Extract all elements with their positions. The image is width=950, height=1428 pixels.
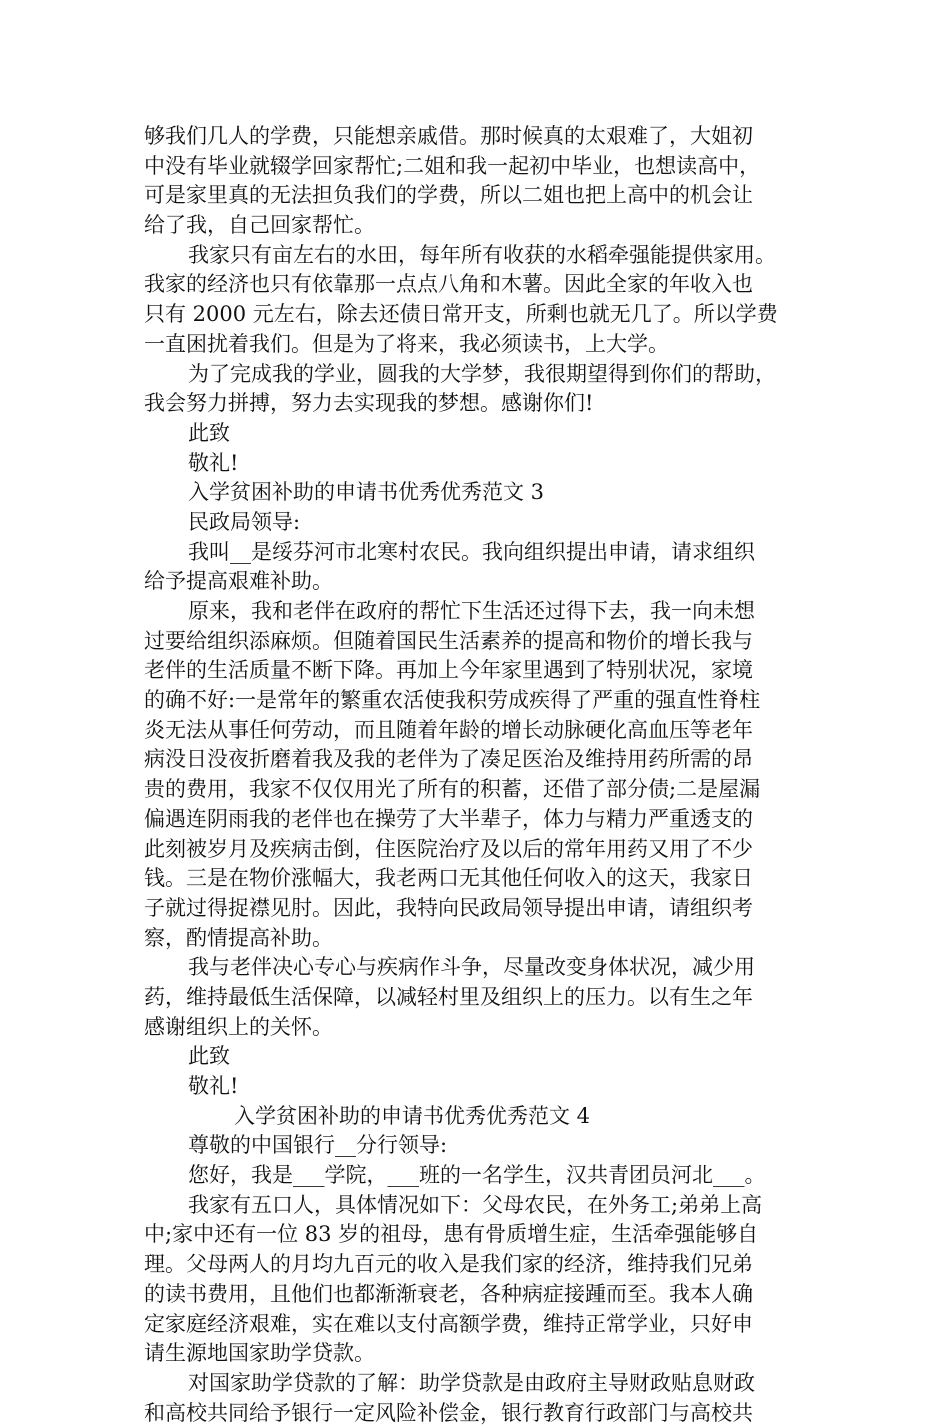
document-body <box>144 122 814 1428</box>
text-line: 够我们几人的学费，只能想亲戚借。那时候真的太艰难了，大姐初 <box>144 124 753 148</box>
text-line: 的读书费用，且他们也都渐渐衰老，各种病症接踵而至。我本人确 <box>144 1281 753 1306</box>
text-line: 对国家助学贷款的了解：助学贷款是由政府主导财政贴息财政 <box>188 1370 755 1395</box>
text-line: 贵的费用，我家不仅仅用光了所有的积蓄，还借了部分债;二是屋漏 <box>144 777 761 802</box>
text-line: 民政局领导: <box>188 509 301 534</box>
text-line: 病没日没夜折磨着我及我的老伴为了凑足医治及维持用药所需的昂 <box>144 747 753 772</box>
text-line: 入学贫困补助的申请书优秀优秀范文 3 <box>188 480 545 505</box>
text-line: 我家只有亩左右的水田，每年所有收获的水稻牵强能提供家用。 <box>188 242 776 267</box>
text-line: 给了我，自己回家帮忙。 <box>144 213 375 238</box>
text-line: 敬礼! <box>188 1074 239 1098</box>
text-line: 察，酌情提高补助。 <box>144 925 333 950</box>
text-line: 中没有毕业就辍学回家帮忙;二姐和我一起初中毕业，也想读高中， <box>144 153 761 178</box>
text-line: 我会努力拼搏，努力去实现我的梦想。感谢你们! <box>144 391 594 416</box>
text-line: 和高校共同给予银行一定风险补偿金，银行教育行政部门与高校共 <box>144 1400 753 1425</box>
text-line: 可是家里真的无法担负我们的学费，所以二姐也把上高中的机会让 <box>144 183 753 208</box>
text-line: 老伴的生活质量不断下降。再加上今年家里遇到了特别状况，家境 <box>144 658 753 683</box>
text-line: 偏遇连阴雨我的老伴也在操劳了大半辈子，体力与精力严重透支的 <box>144 806 753 831</box>
text-line: 炎无法从事任何劳动，而且随着年龄的增长动脉硬化高血压等老年 <box>144 717 753 742</box>
text-line: 理。父母两人的月均九百元的收入是我们家的经济，维持我们兄弟 <box>144 1252 753 1277</box>
text-line: 钱。三是在物价涨幅大，我老两口无其他任何收入的这天，我家日 <box>144 866 753 891</box>
text-line: 您好，我是___学院，___班的一名学生，汉共青团员河北___。 <box>188 1163 766 1188</box>
text-line: 一直困扰着我们。但是为了将来，我必须读书，上大学。 <box>144 331 669 356</box>
text-line: 中;家中还有一位 83 岁的祖母，患有骨质增生症，生活牵强能够自 <box>144 1222 759 1247</box>
text-line: 我叫__是绥芬河市北寒村农民。我向组织提出申请，请求组织 <box>188 539 755 564</box>
text-line: 尊敬的中国银行__分行领导: <box>188 1133 448 1158</box>
text-line: 原来，我和老伴在政府的帮忙下生活还过得下去，我一向未想 <box>188 599 755 623</box>
text-line: 我家的经济也只有依靠那一点点八角和木薯。因此全家的年收入也 <box>144 272 753 297</box>
text-line: 此刻被岁月及疾病击倒，住医院治疗及以后的常年用药又用了不少 <box>144 836 753 861</box>
text-line: 敬礼! <box>188 450 239 475</box>
text-line: 我与老伴决心专心与疾病作斗争，尽量改变身体状况，减少用 <box>188 955 755 980</box>
text-line: 定家庭经济艰难，实在难以支付高额学费，维持正常学业，只好申 <box>144 1311 753 1336</box>
text-line: 给予提高艰难补助。 <box>144 569 333 594</box>
text-line: 的确不好:一是常年的繁重农活使我积劳成疾得了严重的强直性脊柱 <box>144 688 761 713</box>
text-line: 入学贫困补助的申请书优秀优秀范文 4 <box>234 1103 591 1128</box>
text-line: 子就过得捉襟见肘。因此，我特向民政局领导提出申请，请组织考 <box>144 895 753 920</box>
text-line: 过要给组织添麻烦。但随着国民生活素养的提高和物价的增长我与 <box>144 628 753 653</box>
text-line: 为了完成我的学业，圆我的大学梦，我很期望得到你们的帮助， <box>188 361 776 386</box>
text-line: 此致 <box>188 420 230 445</box>
text-line: 药，维持最低生活保障，以减轻村里及组织上的压力。以有生之年 <box>144 984 753 1009</box>
text-line: 此致 <box>188 1044 230 1069</box>
text-line: 我家有五口人，具体情况如下：父母农民，在外务工;弟弟上高 <box>188 1192 763 1217</box>
text-line: 只有 2000 元左右，除去还债日常开支，所剩也就无几了。所以学费 <box>144 302 778 327</box>
text-line: 感谢组织上的关怀。 <box>144 1014 333 1039</box>
text-line: 请生源地国家助学贷款。 <box>144 1341 375 1366</box>
